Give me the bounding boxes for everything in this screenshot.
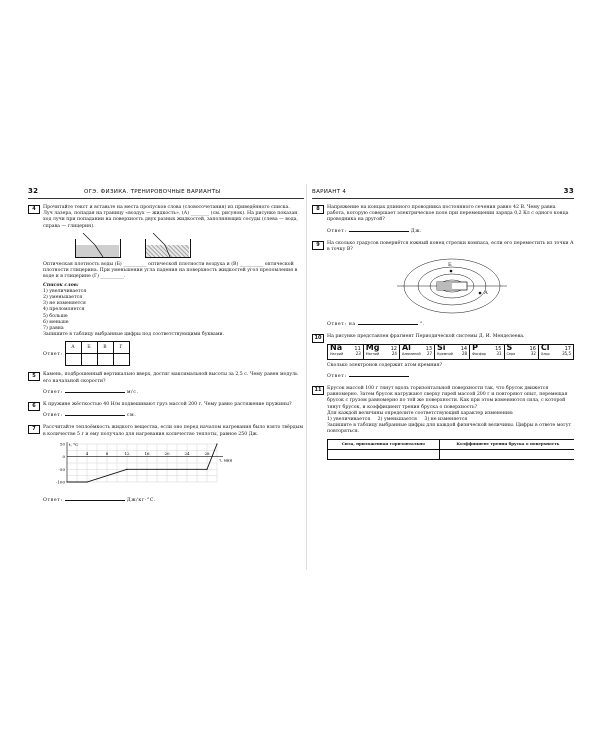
field-lines-icon: [397, 255, 507, 317]
letter-a: А: [65, 342, 81, 354]
x-tick-label: 12: [124, 451, 130, 457]
question-number: 10: [312, 334, 324, 343]
q11-note: Запишите в таблицу выбранные цифры для каждой физической величины. Цифры в ответе могут повторяться.: [327, 423, 572, 435]
left-page: [28, 186, 304, 564]
question-number: 9: [312, 241, 324, 250]
answer-unit: Дж/кг·°C.: [126, 498, 157, 504]
data-point: [86, 481, 87, 482]
answer-label: Ответ:: [43, 413, 63, 419]
element-p: P 15 Фосфор 31: [470, 344, 504, 359]
right-running-title: ВАРИАНТ 4: [312, 189, 347, 195]
answer-label: Ответ: на: [327, 322, 356, 328]
letter-v: В: [97, 342, 113, 354]
element-na: Na 11 Натрий 23: [328, 344, 364, 359]
answer-grid: [65, 341, 130, 366]
right-page-number: 33: [563, 187, 574, 195]
answer-unit: см.: [126, 413, 137, 419]
y-axis-label: t, °C: [69, 441, 79, 447]
question-6: [28, 402, 304, 419]
question-11: [312, 386, 574, 460]
q10-answer: [327, 372, 574, 380]
word-5: 5) больше: [43, 313, 68, 319]
q9-answer: [327, 320, 574, 328]
data-point: [216, 443, 217, 444]
answer-cell[interactable]: [328, 449, 440, 459]
word-1: 1) увеличивается: [43, 288, 87, 294]
answer-label: Ответ:: [43, 389, 63, 395]
x-axis-label: τ, мин: [219, 457, 233, 463]
question-9: [312, 241, 574, 329]
left-running-title: ОГЭ. ФИЗИКА. ТРЕНИРОВОЧНЫЕ ВАРИАНТЫ: [84, 189, 221, 195]
glycerin-vessel: [145, 233, 191, 259]
q11-instruction: Для каждой величины определите соответствующий характер изменения:: [327, 410, 514, 416]
q8-answer: [327, 227, 574, 235]
word-4: 4) преломляется: [43, 307, 85, 313]
answer-label: Ответ:: [327, 228, 347, 234]
word-2: 2) уменьшается: [43, 295, 83, 301]
answer-line[interactable]: [65, 411, 125, 416]
answer-line[interactable]: [358, 320, 418, 325]
answer-label: Ответ:: [43, 352, 63, 358]
answer-label: Ответ:: [327, 373, 347, 379]
answer-unit: °.: [420, 322, 426, 328]
question-7: [28, 425, 304, 504]
question-number: 5: [28, 372, 40, 381]
answer-cell[interactable]: [97, 354, 113, 366]
y-tick-label: -100: [56, 479, 65, 485]
col-friction: Коэффициент трения бруска о поверхность: [439, 439, 574, 449]
x-tick-label: 24: [184, 451, 190, 457]
q6-answer: [43, 411, 304, 419]
answer-unit: м/с.: [126, 389, 139, 395]
answer-line[interactable]: [65, 388, 125, 393]
water-vessel: [75, 233, 121, 259]
x-tick-label: 20: [164, 451, 170, 457]
beakers-figure: [43, 230, 304, 262]
option-2: 2) уменьшается: [377, 417, 417, 423]
magnet-field-figure: [397, 255, 507, 317]
q10-text: На рисунке представлен фрагмент Периодической системы Д. И. Менделеева.: [327, 334, 525, 340]
answer-line[interactable]: [349, 372, 409, 377]
q11-answer-table: [327, 439, 574, 460]
letter-g: Г: [113, 342, 129, 354]
answer-label: Ответ:: [43, 498, 63, 504]
word-7: 7) равна: [43, 326, 64, 332]
answer-cell[interactable]: [439, 449, 574, 459]
y-tick-label: 50: [59, 441, 65, 447]
question-number: 7: [28, 425, 40, 434]
element-cl: Cl 17 Хлор 35,5: [538, 344, 573, 359]
data-point: [206, 469, 207, 470]
point-a-label: А: [484, 290, 488, 297]
element-si: Si 14 Кремний 28: [435, 344, 470, 359]
question-number: 4: [28, 205, 40, 214]
element-s: S 16 Сера 32: [504, 344, 538, 359]
q4-answer: [43, 341, 304, 366]
right-page: [312, 186, 574, 564]
question-number: 6: [28, 402, 40, 411]
x-tick-label: 28: [204, 451, 210, 457]
word-3: 3) не изменяется: [43, 301, 86, 307]
q5-text: Камень, подброшенный вертикально вверх, достиг максимальной высоты за 2,5 с. Чему равен модуль его начальной скорости?: [43, 372, 298, 384]
word-6: 6) меньше: [43, 319, 69, 325]
answer-line[interactable]: [349, 227, 409, 232]
x-tick-label: 8: [105, 451, 109, 457]
answer-line[interactable]: [65, 496, 125, 501]
word-list-title: Список слов:: [43, 282, 79, 288]
book-gutter: [306, 184, 307, 570]
letter-b: Б: [81, 342, 97, 354]
answer-cell[interactable]: [81, 354, 97, 366]
option-1: 1) увеличивается: [327, 417, 371, 423]
x-tick-label: 4: [85, 451, 89, 457]
answer-cell[interactable]: [113, 354, 129, 366]
q10-question: Сколько электронов содержит атом кремния?: [327, 362, 442, 368]
left-page-number: 32: [28, 187, 39, 195]
y-tick-label: 0: [62, 454, 65, 460]
question-8: [312, 205, 574, 235]
answer-unit: Дж.: [410, 228, 423, 234]
question-5: [28, 372, 304, 396]
q5-answer: [43, 388, 304, 396]
q6-text: К пружине жёсткостью 40 Н/м подвешивают груз массой 200 г. Чему равно растяжение пружины?: [43, 402, 292, 408]
q7-answer: [43, 496, 304, 504]
point-b-label: Б: [448, 262, 452, 269]
data-point: [126, 469, 127, 470]
question-4: [28, 205, 304, 366]
answer-cell[interactable]: [65, 354, 81, 366]
question-number: 11: [312, 386, 324, 395]
question-number: 8: [312, 205, 324, 214]
q4-intro: Прочитайте текст и вставьте на места пропусков слова (словосочетания) из приведённого списка.: [43, 205, 290, 210]
element-mg: Mg 12 Магний 24: [363, 344, 399, 359]
q11-text: Брусок массой 100 г тянут вдоль горизонтальной поверхности так, что брусок движется равномерно. Затем брусок нагружают сверху гирей массой 200 г и повторяют опыт, перемещая брусок с грузом равномерно по той же поверхности. Как при этом изменяются сила, с которой тянут брусок, и коэффициент трения бруска о поверхность?: [327, 386, 568, 410]
q7-text: Рассчитайте теплоёмкость жидкого вещества, если оно перед началом нагревания было взято твёрдым в количестве 5 г и ему получало для нагревания количество теплоты, равное 250 Дж.: [43, 425, 304, 437]
q4-table-prompt: Запишите в таблицу выбранные цифры под соответствующими буквами.: [43, 332, 225, 338]
data-point: [66, 481, 67, 482]
q9-text: На сколько градусов повернётся южный конец стрелки компаса, если его переместить из точки А в точку В?: [327, 240, 574, 253]
question-10: [312, 334, 574, 380]
q8-text: Напряжение на концах длинного проводника постоянного сечения равно 42 В. Чему равна работа, которую совершает электрическое поле при перемещении заряда 0,2 Кл с одного конца проводника на другой?: [327, 205, 569, 223]
option-3: 3) не изменяется: [424, 417, 468, 423]
heating-graph: [43, 440, 243, 490]
q4-text2: Оптическая плотность воды (Б) __________ оптической плотности воздуха и (В) __________ оптической плотности глицерина. При уменьшении угла падения на поверхность жидкостей угол преломления в воде и в глицерине (Г) __________.: [43, 262, 298, 280]
x-tick-label: 16: [144, 451, 150, 457]
periodic-table-fragment: [327, 344, 574, 360]
y-tick-label: -50: [58, 466, 65, 472]
left-running-head: [28, 186, 304, 199]
q4-text1: Луч лазера, попадая на границу «воздух — жидкость», (А) ________ (см. рисунок). На рисунке показан ход лучи при попадании на поверхность двух разных жидкостей, заполняющих сосуды (слева — вода, справа — глицерин).: [43, 211, 298, 229]
right-running-head: [312, 186, 574, 199]
col-force: Сила, приложенная горизонтально: [328, 439, 440, 449]
element-al: Al 13 Алюминий 27: [399, 344, 434, 359]
